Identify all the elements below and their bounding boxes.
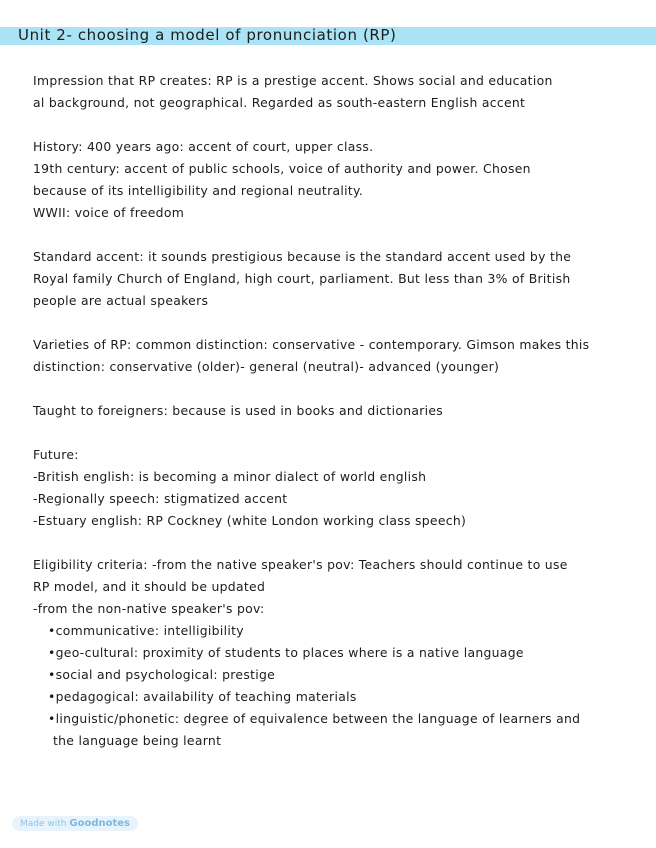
text-line: because of its intelligibility and regional neutrality. — [33, 183, 364, 198]
text-line: -Estuary english: RP Cockney (white London working class speech) — [33, 513, 467, 528]
text-line: WWII: voice of freedom — [33, 205, 185, 220]
text-line: -British english: is becoming a minor dialect of world english — [33, 469, 427, 484]
bullet-line: •social and psychological: prestige — [48, 667, 276, 682]
paragraph-gap — [33, 422, 633, 444]
text-line: Varieties of RP: common distinction: conservative - contemporary. Gimson makes this — [33, 337, 590, 352]
paragraph-gap — [33, 114, 633, 136]
goodnotes-badge — [12, 816, 138, 831]
badge-prefix: Made with — [20, 819, 67, 829]
paragraph-gap — [33, 224, 633, 246]
bullet-line: •communicative: intelligibility — [48, 623, 244, 638]
text-line: Taught to foreigners: because is used in books and dictionaries — [33, 403, 444, 418]
notes-body — [33, 70, 633, 752]
text-line: people are actual speakers — [33, 293, 209, 308]
text-line: 19th century: accent of public schools, voice of authority and power. Chosen — [33, 161, 531, 176]
text-line: History: 400 years ago: accent of court, upper class. — [33, 139, 374, 154]
bullet-line: •linguistic/phonetic: degree of equivalence between the language of learners and — [48, 711, 581, 726]
paragraph-gap — [33, 312, 633, 334]
text-line: Standard accent: it sounds prestigious because is the standard accent used by the — [33, 249, 572, 264]
paragraph-gap — [33, 378, 633, 400]
badge-brand: Goodnotes — [69, 818, 130, 829]
text-line: Royal family Church of England, high court, parliament. But less than 3% of British — [33, 271, 571, 286]
page-title: Unit 2- choosing a model of pronunciation (RP) — [18, 26, 397, 44]
text-line: al background, not geographical. Regarded as south-eastern English accent — [33, 95, 526, 110]
text-line: distinction: conservative (older)- general (neutral)- advanced (younger) — [33, 359, 500, 374]
text-line: Eligibility criteria: -from the native speaker's pov: Teachers should continue to use — [33, 557, 568, 572]
bullet-line: •pedagogical: availability of teaching materials — [48, 689, 357, 704]
bullet-line: •geo-cultural: proximity of students to places where is a native language — [48, 645, 524, 660]
text-line: RP model, and it should be updated — [33, 579, 266, 594]
text-line: -Regionally speech: stigmatized accent — [33, 491, 288, 506]
paragraph-gap — [33, 532, 633, 554]
text-line: the language being learnt — [53, 733, 222, 748]
text-line: Future: — [33, 447, 79, 462]
text-line: Impression that RP creates: RP is a prestige accent. Shows social and education — [33, 73, 553, 88]
text-line: -from the non-native speaker's pov: — [33, 601, 265, 616]
